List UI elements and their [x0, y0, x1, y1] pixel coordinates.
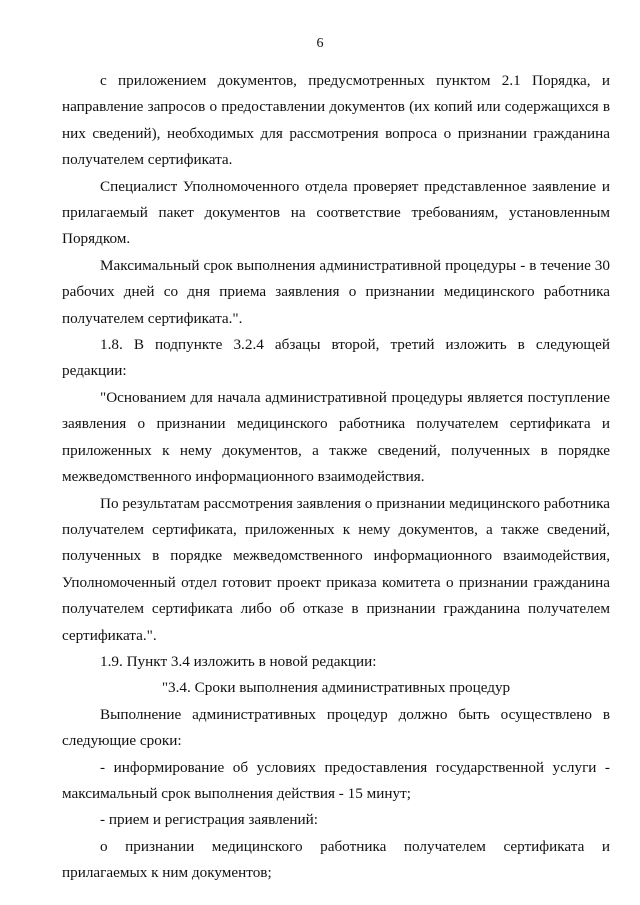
paragraph-amendment-1-8: 1.8. В подпункте 3.2.4 абзацы второй, третий изложить в следующей редакции:	[62, 336, 610, 380]
list-item-reception: - прием и регистрация заявлений:	[100, 811, 319, 829]
section-heading-3-4: "3.4. Сроки выполнения административных процедур	[161, 679, 511, 697]
paragraph-deadlines-intro: Выполнение административных процедур должно быть осуществлено в следующие сроки:	[62, 705, 610, 750]
paragraph-documents-request: с приложением документов, предусмотренных пунктом 2.1 Порядка, и направление запросов о предоставлении документов (их копий или содержащихся в них сведений), необходимых для рассмотрения вопроса о признании гражданина получателем сертификата.	[62, 72, 610, 169]
paragraph-max-term: Максимальный срок выполнения административной процедуры - в течение 30 рабочих дней со дня приема заявления о признании медицинского работника получателем сертификата.".	[62, 256, 610, 327]
list-item-certificate-recognition: о признании медицинского работника получателем сертификата и прилагаемых к ним документов;	[62, 837, 610, 882]
paragraph-review-results: По результатам рассмотрения заявления о признании медицинского работника получателем сертификата, приложенных к нему документов, а также сведений, полученных в порядке межведомственного информационного взаимодействия, Уполномоченный отдел готовит проект приказа комитета о признании гражданина получателем сертификата либо об отказе в признании гражданина получателем сертификата.".	[62, 494, 610, 644]
document-body	[62, 68, 610, 887]
paragraph-procedure-basis: "Основанием для начала административной процедуры является поступление заявления о признании медицинского работника получателем сертификата и приложенных к нему документов, а также сведений, полученных в порядке межведомственного информационного взаимодействия.	[62, 388, 610, 486]
page-number: 6	[316, 36, 324, 51]
list-item-informing: - информирование об условиях предоставления государственной услуги - максимальный срок выполнения действия - 15 минут;	[62, 758, 610, 802]
paragraph-amendment-1-9: 1.9. Пункт 3.4 изложить в новой редакции:	[100, 652, 377, 670]
paragraph-specialist-check: Специалист Уполномоченного отдела проверяет представленное заявление и прилагаемый пакет документов на соответствие требованиям, установленным Порядком.	[62, 177, 610, 248]
